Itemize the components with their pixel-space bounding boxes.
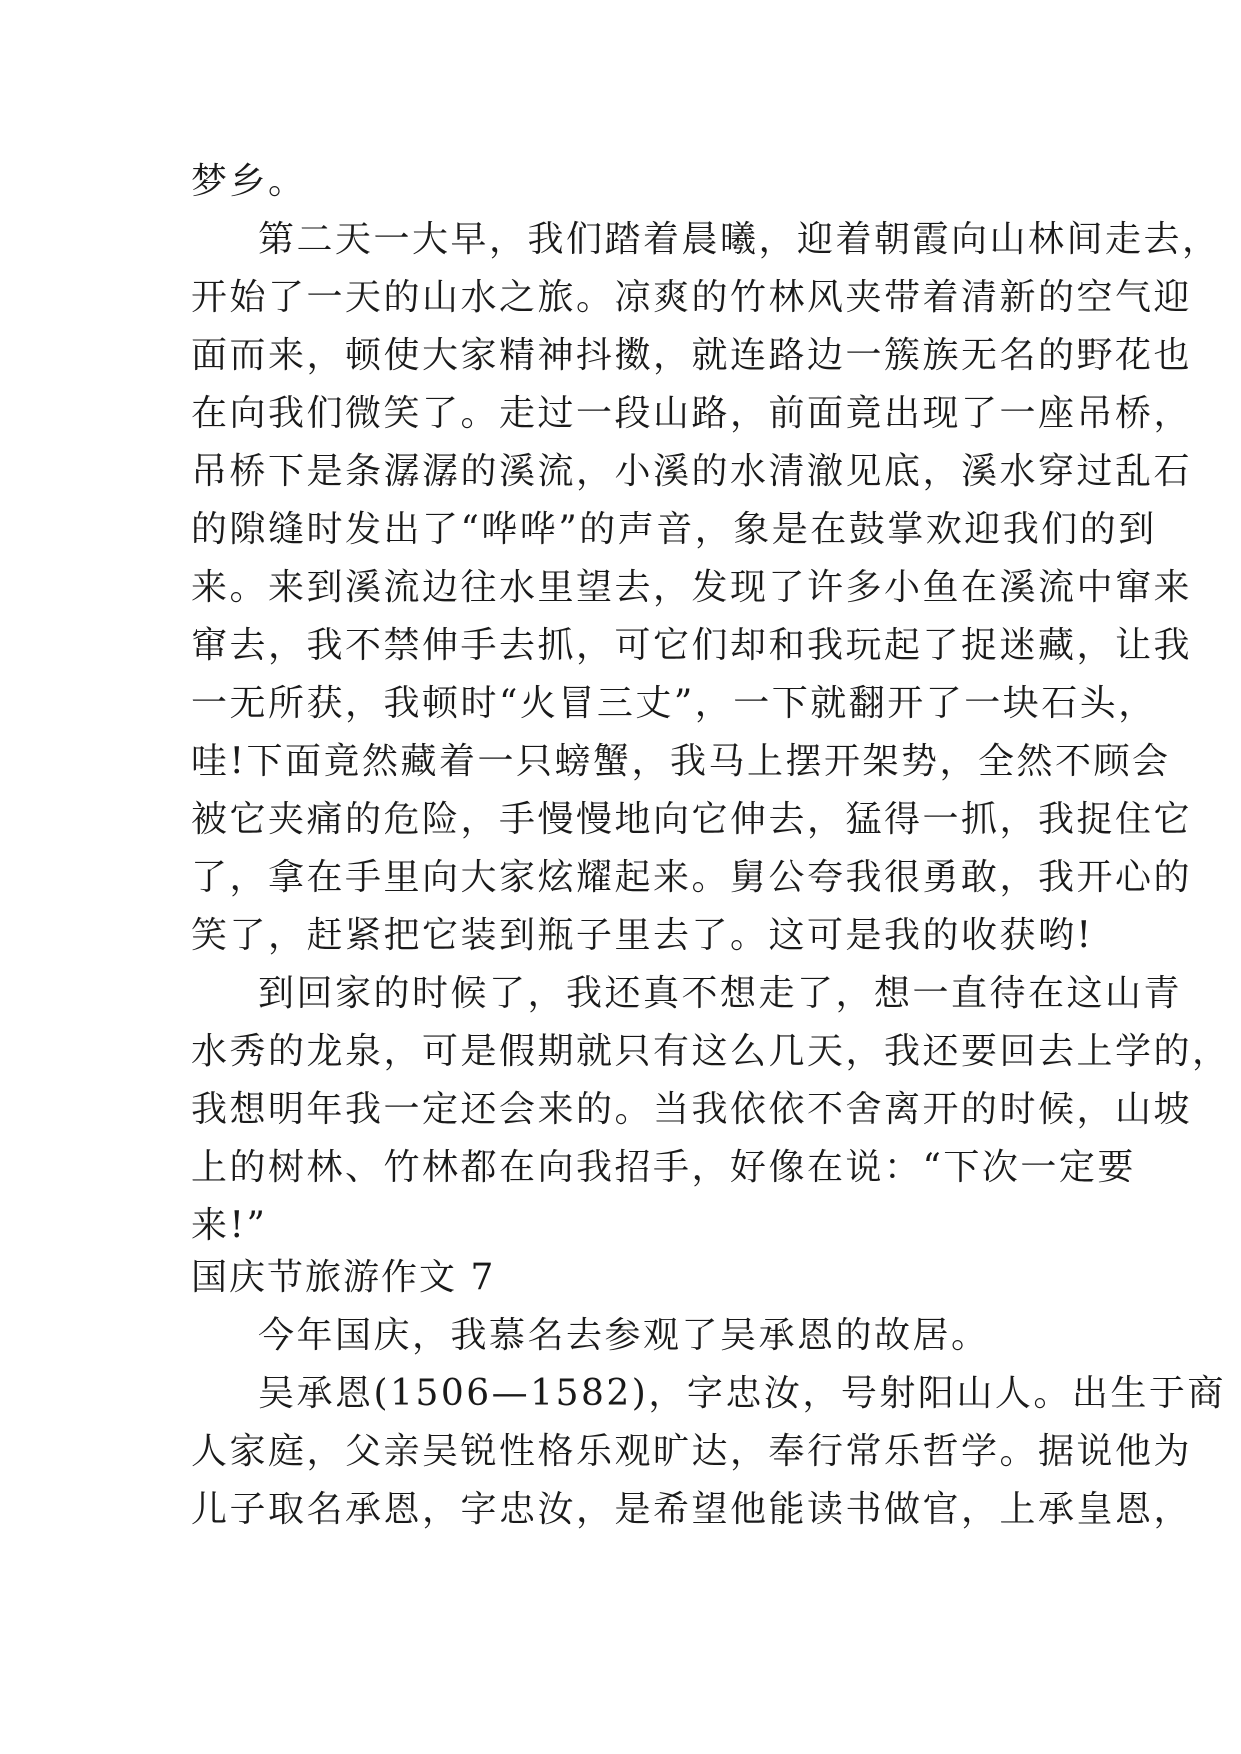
text-line: 吊桥下是条潺潺的溪流，小溪的水清澈见底，溪水穿过乱石 [191, 451, 1193, 492]
text-line: 面而来，顿使大家精神抖擞，就连路边一簇族无名的野花也 [191, 335, 1193, 376]
paragraph-start-line: 第二天一大早，我们踏着晨曦，迎着朝霞向山林间走去， [258, 219, 1221, 260]
text-line: 一无所获，我顿时“火冒三丈”，一下就翻开了一块石头， [191, 683, 1157, 724]
text-line: 儿子取名承恩，字忠汝，是希望他能读书做官，上承皇恩， [191, 1489, 1193, 1530]
text-line: 上的树林、竹林都在向我招手，好像在说：“下次一定要 [191, 1147, 1136, 1188]
text-line: 窜去，我不禁伸手去抓，可它们却和我玩起了捉迷藏，让我 [191, 625, 1193, 666]
paragraph-start-line: 到回家的时候了，我还真不想走了，想一直待在这山青 [258, 973, 1183, 1014]
text-line: 水秀的龙泉，可是假期就只有这么几天，我还要回去上学的， [191, 1031, 1231, 1072]
text-line: 了，拿在手里向大家炫耀起来。舅公夸我很勇敢，我开心的 [191, 857, 1193, 898]
text-line: 在向我们微笑了。走过一段山路，前面竟出现了一座吊桥， [191, 393, 1193, 434]
text-line: 来。来到溪流边往水里望去，发现了许多小鱼在溪流中窜来 [191, 567, 1193, 608]
text-line: 的隙缝时发出了“哗哗”的声音，象是在鼓掌欢迎我们的到 [191, 509, 1157, 550]
text-line: 开始了一天的山水之旅。凉爽的竹林风夹带着清新的空气迎 [191, 277, 1193, 318]
text-line: 人家庭，父亲吴锐性格乐观旷达，奉行常乐哲学。据说他为 [191, 1431, 1193, 1472]
paragraph-start-line: 今年国庆，我慕名去参观了吴承恩的故居。 [258, 1315, 990, 1356]
text-line: 梦乡。 [191, 161, 307, 202]
text-line: 笑了，赶紧把它装到瓶子里去了。这可是我的收获哟! [191, 915, 1094, 956]
text-line: 我想明年我一定还会来的。当我依依不舍离开的时候，山坡 [191, 1089, 1193, 1130]
text-line: 来!” [191, 1205, 268, 1246]
text-line: 被它夹痛的危险，手慢慢地向它伸去，猛得一抓，我捉住它 [191, 799, 1193, 840]
text-line: 哇!下面竟然藏着一只螃蟹，我马上摆开架势，全然不顾会 [191, 741, 1171, 782]
paragraph-start-line: 吴承恩(1506—1582)，字忠汝，号射阳山人。出生于商 [258, 1373, 1226, 1414]
section-heading: 国庆节旅游作文 7 [191, 1257, 496, 1298]
